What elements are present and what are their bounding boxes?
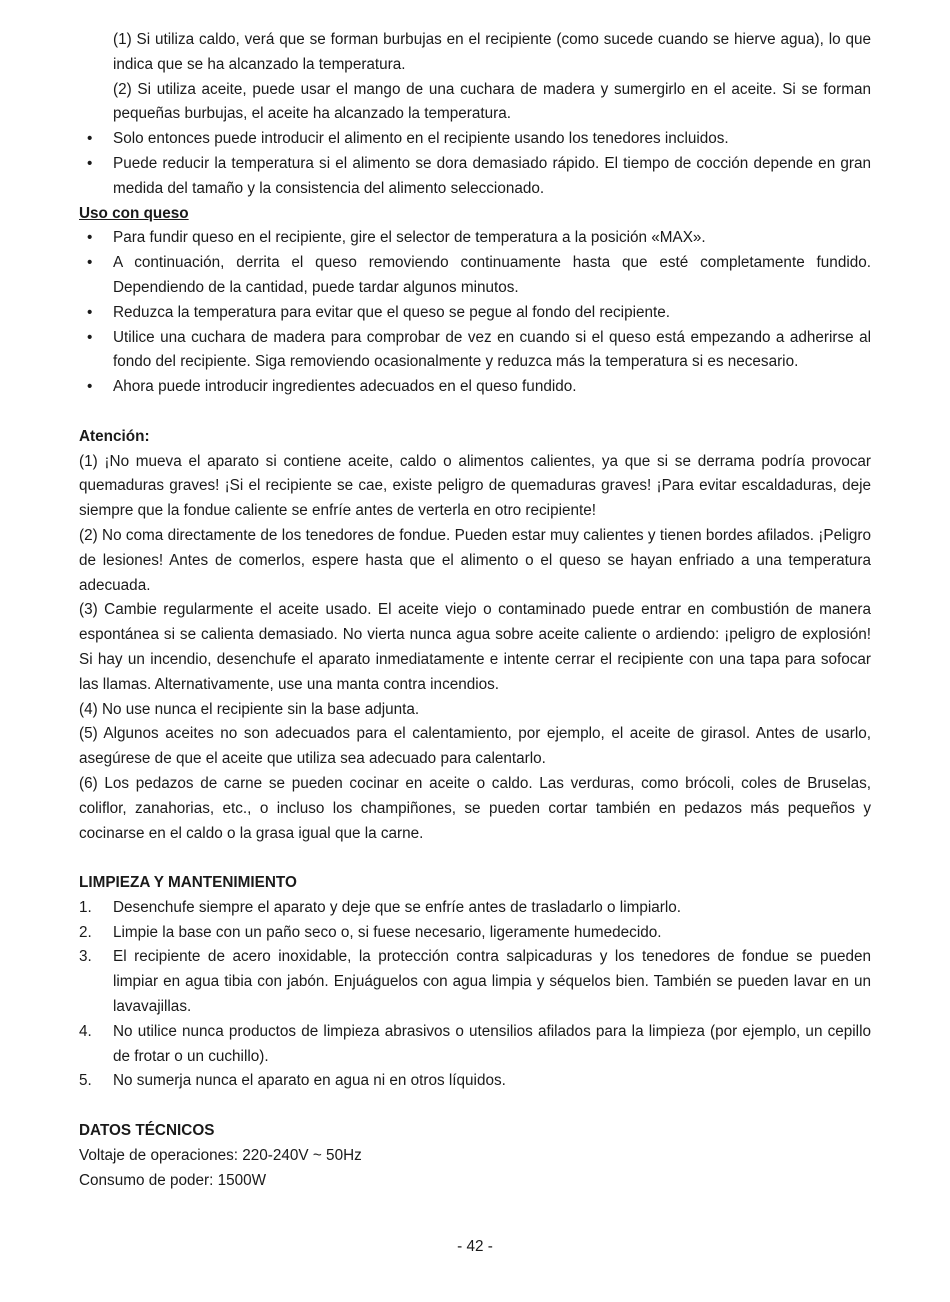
list-number: 4. xyxy=(79,1022,92,1040)
cheese-bullet-list xyxy=(79,226,871,400)
section-spacer xyxy=(79,400,871,425)
list-item: • Para fundir queso en el recipiente, gire el selector de temperatura a la posición «MAX». xyxy=(79,226,871,251)
list-item: • Utilice una cuchara de madera para comprobar de vez en cuando si el queso está empezando a adherirse al fondo del recipiente. Siga removiendo ocasionalmente y reduzca más la temperatura si es necesario. xyxy=(79,326,871,376)
list-item: 4. No utilice nunca productos de limpieza abrasivos o utensilios afilados para la limpieza (por ejemplo, un cepillo de frotar o un cuchillo). xyxy=(79,1020,871,1070)
list-number: 1. xyxy=(79,898,92,916)
list-item: • Ahora puede introducir ingredientes adecuados en el queso fundido. xyxy=(79,375,871,400)
list-item: • Reduzca la temperatura para evitar que el queso se pegue al fondo del recipiente. xyxy=(79,301,871,326)
list-item: • Puede reducir la temperatura si el alimento se dora demasiado rápido. El tiempo de cocción depende en gran medida del tamaño y la consistencia del alimento seleccionado. xyxy=(79,152,871,202)
list-item: • Solo entonces puede introducir el alimento en el recipiente usando los tenedores incluidos. xyxy=(79,127,871,152)
list-item: • A continuación, derrita el queso removiendo continuamente hasta que esté completamente fundido. Dependiendo de la cantidad, puede tardar algunos minutos. xyxy=(79,251,871,301)
bullet-marker: • xyxy=(87,154,93,172)
cleaning-numbered-list xyxy=(79,896,871,1094)
intro-paragraph-2: (2) Si utiliza aceite, puede usar el mango de una cuchara de madera y sumergirlo en el aceite. Si se forman pequeñas burbujas, el aceite ha alcanzado la temperatura. xyxy=(113,80,871,123)
list-number: 5. xyxy=(79,1072,92,1090)
bullet-marker: • xyxy=(87,303,93,321)
attention-item-6: (6) Los pedazos de carne se pueden cocinar en aceite o caldo. Las verduras, como brócoli, coles de Bruselas, coliflor, zanahorias, etc., o incluso los champiñones, se pueden cortar también en pedazos más pequeños y cocinarse en el caldo o la grasa igual que la carne. xyxy=(79,774,871,842)
cheese-heading: Uso con queso xyxy=(79,204,189,222)
bullet-marker: • xyxy=(87,229,93,247)
section-spacer xyxy=(79,1094,871,1119)
page-number: - 42 - xyxy=(457,1238,493,1255)
manual-page xyxy=(79,28,871,1193)
bullet-marker: • xyxy=(87,328,93,346)
attention-item-3: (3) Cambie regularmente el aceite usado. El aceite viejo o contaminado puede entrar en combustión de manera espontánea si se calienta demasiado. No vierta nunca agua sobre aceite caliente o ardiendo: ¡peligro de explosión! Si hay un incendio, desenchufe el aparato inmediatamente e intente cerrar el recipiente con una tapa para sofocar las llamas. Alternativamente, use una manta contra incendios. xyxy=(79,601,871,693)
list-number: 2. xyxy=(79,923,92,941)
attention-item-2: (2) No coma directamente de los tenedores de fondue. Pueden estar muy calientes y tienen bordes afilados. ¡Peligro de lesiones! Antes de comerlos, espere hasta que el alimento o el queso se hayan enfriado a una temperatura adecuada. xyxy=(79,526,871,594)
bullet-marker: • xyxy=(87,254,93,272)
section-spacer xyxy=(79,846,871,871)
intro-paragraph-1: (1) Si utiliza caldo, verá que se forman burbujas en el recipiente (como sucede cuando se hierve agua), lo que indica que se ha alcanzado la temperatura. xyxy=(113,31,871,73)
cleaning-heading: LIMPIEZA Y MANTENIMIENTO xyxy=(79,874,297,892)
list-item: 1. Desenchufe siempre el aparato y deje que se enfríe antes de trasladarlo o limpiarlo. xyxy=(79,896,871,921)
list-item: 5. No sumerja nunca el aparato en agua ni en otros líquidos. xyxy=(79,1069,871,1094)
bullet-marker: • xyxy=(87,378,93,396)
tech-heading: DATOS TÉCNICOS xyxy=(79,1122,215,1140)
list-number: 3. xyxy=(79,948,92,966)
attention-heading: Atención: xyxy=(79,427,150,445)
tech-voltage: Voltaje de operaciones: 220-240V ~ 50Hz xyxy=(79,1146,362,1164)
list-item: 3. El recipiente de acero inoxidable, la protección contra salpicaduras y los tenedores de fondue se pueden limpiar en agua tibia con jabón. Enjuáguelos con agua limpia y séquelos bien. También se pueden lavar en un lavavajillas. xyxy=(79,945,871,1019)
tech-power: Consumo de poder: 1500W xyxy=(79,1171,267,1189)
list-item: 2. Limpie la base con un paño seco o, si fuese necesario, ligeramente humedecido. xyxy=(79,921,871,946)
bullet-marker: • xyxy=(87,130,93,148)
attention-item-4: (4) No use nunca el recipiente sin la base adjunta. xyxy=(79,700,420,718)
intro-bullet-list xyxy=(79,127,871,201)
attention-item-1: (1) ¡No mueva el aparato si contiene aceite, caldo o alimentos calientes, ya que si se derrama podría provocar quemaduras graves! ¡Si el recipiente se cae, existe peligro de quemaduras graves! ¡Para evitar escaldaduras, deje siempre que la fondue caliente se enfríe antes de verterla en otro recipiente! xyxy=(79,452,871,520)
attention-item-5: (5) Algunos aceites no son adecuados para el calentamiento, por ejemplo, el aceite de girasol. Antes de usarlo, asegúrese de que el aceite que utiliza sea adecuado para calentarlo. xyxy=(79,725,871,768)
